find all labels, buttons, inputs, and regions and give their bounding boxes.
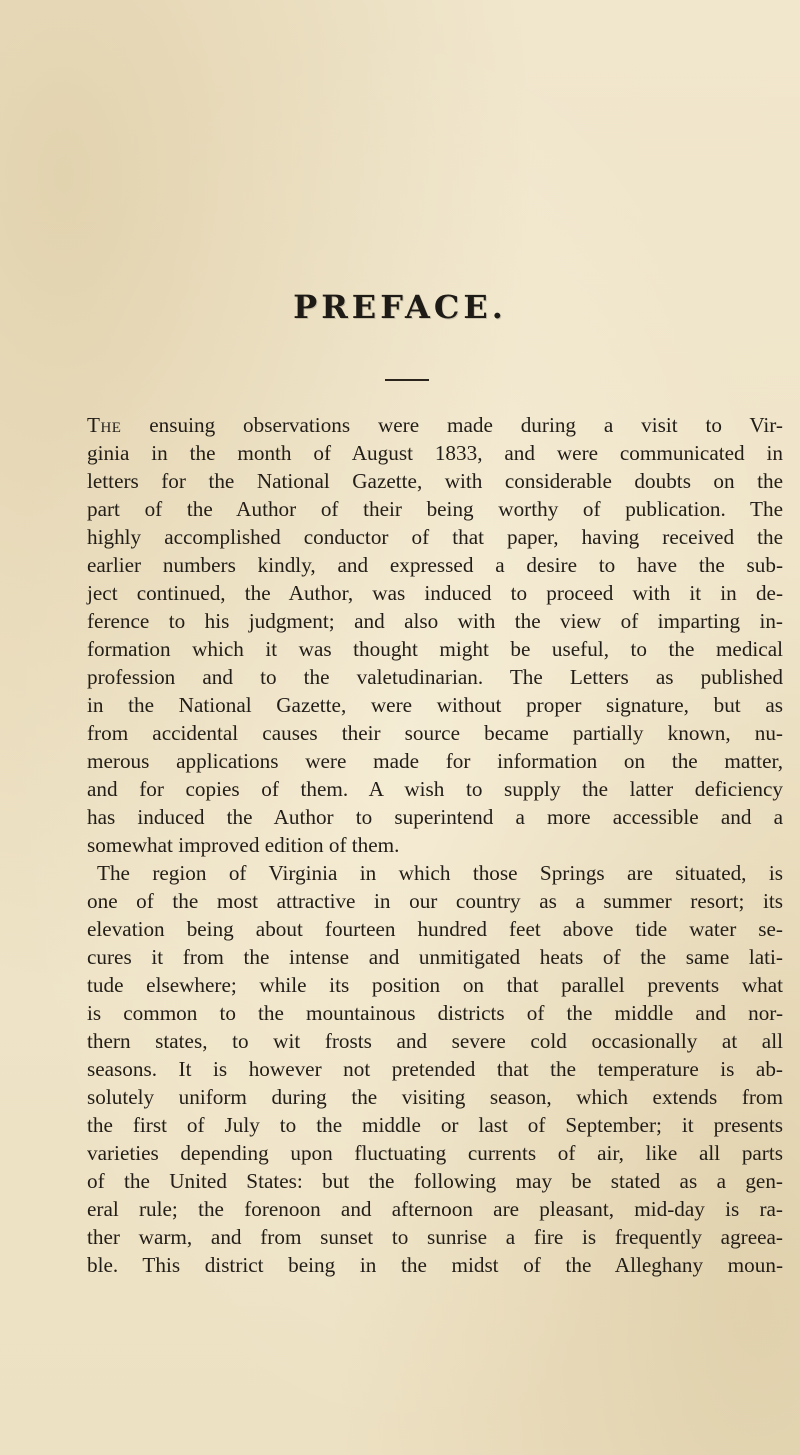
text-line: ginia in the month of August 1833, and were communicated in [87,441,783,465]
text-line: seasons. It is however not pretended that the temperature is ab- [87,1057,783,1081]
text-line: varieties depending upon fluctuating currents of air, like all parts [87,1141,783,1165]
text-line: solutely uniform during the visiting season, which extends from [87,1085,783,1109]
text-line: of the United States: but the following may be stated as a gen- [87,1169,783,1193]
text-line: ference to his judgment; and also with the view of imparting in- [87,609,783,633]
text-line: the first of July to the middle or last of September; it presents [87,1113,783,1137]
heading-rule [385,379,429,381]
small-caps-lead: The [87,413,122,437]
text-line: profession and to the valetudinarian. The Letters as published [87,665,783,689]
text-line: The region of Virginia in which those Springs are situated, is [97,861,783,885]
text-line: merous applications were made for information on the matter, [87,749,783,773]
text-line: highly accomplished conductor of that paper, having received the [87,525,783,549]
text-line: The ensuing observations were made during a visit to Vir- [87,413,783,437]
preface-body [87,411,783,1279]
text-line: ther warm, and from sunset to sunrise a fire is frequently agreea- [87,1225,783,1249]
text-line: ble. This district being in the midst of the Alleghany moun- [87,1253,783,1277]
text-line: eral rule; the forenoon and afternoon are pleasant, mid-day is ra- [87,1197,783,1221]
text-line: in the National Gazette, were without proper signature, but as [87,693,783,717]
text-line: somewhat improved edition of them. [87,833,400,857]
text-line: cures it from the intense and unmitigated heats of the same lati- [87,945,783,969]
page-heading: PREFACE. [293,288,507,326]
text-line: is common to the mountainous districts of the middle and nor- [87,1001,783,1025]
text-line: formation which it was thought might be useful, to the medical [87,637,783,661]
text-line: elevation being about fourteen hundred feet above tide water se- [87,917,783,941]
text-line: part of the Author of their being worthy of publication. The [87,497,783,521]
text-line: one of the most attractive in our country as a summer resort; its [87,889,783,913]
text-line: thern states, to wit frosts and severe cold occasionally at all [87,1029,783,1053]
text-line: from accidental causes their source became partially known, nu- [87,721,783,745]
text-line: letters for the National Gazette, with considerable doubts on the [87,469,783,493]
text-line: earlier numbers kindly, and expressed a desire to have the sub- [87,553,783,577]
text-line: and for copies of them. A wish to supply the latter deficiency [87,777,783,801]
text-line: ject continued, the Author, was induced to proceed with it in de- [87,581,783,605]
text-line: tude elsewhere; while its position on that parallel prevents what [87,973,783,997]
text-line: has induced the Author to superintend a more accessible and a [87,805,783,829]
